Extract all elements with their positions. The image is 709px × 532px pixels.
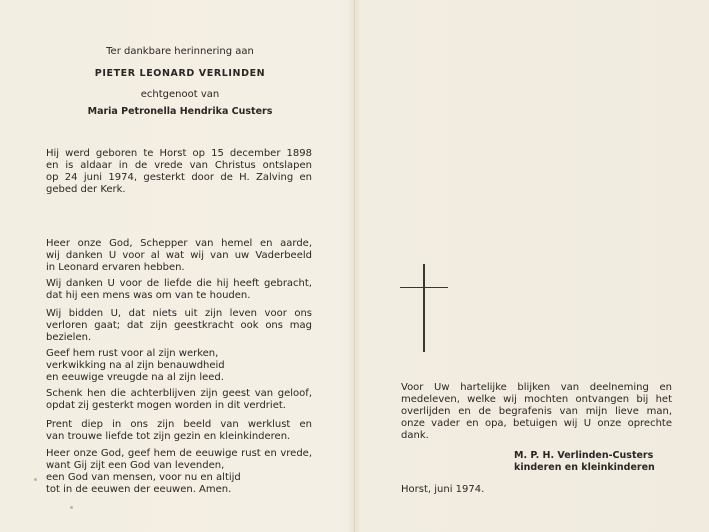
prayer-line: Heer onze God, Schepper van hemel en aarde, (46, 238, 312, 249)
prayer-line: in Leonard ervaren hebben. (46, 262, 185, 273)
prayer-line: verkwikking na al zijn benauwdheid (46, 360, 225, 371)
signature-name: M. P. H. Verlinden-Custers (514, 450, 654, 461)
prayer-line: verloren gaat; dat zijn geestkracht ook ons mag (46, 320, 312, 331)
spouse-name: Maria Petronella Hendrika Custers (87, 106, 273, 117)
thanks-line: Voor Uw hartelijke blijken van deelneming en (401, 382, 672, 393)
prayer-line: Prent diep in ons zijn beeld van werklust en (46, 419, 312, 430)
paper-speck (70, 506, 73, 509)
deceased-name: PIETER LEONARD VERLINDEN (94, 68, 266, 79)
thanks-line: dank. (401, 430, 429, 441)
bio-line: en is aldaar in de vrede van Christus ontslapen (46, 160, 312, 171)
prayer-line: want Gij zijt een God van levenden, (46, 460, 225, 471)
prayer-line: bezielen. (46, 332, 92, 343)
cross-icon (423, 264, 425, 352)
bio-line: Hij werd geboren te Horst op 15 december 1898 (46, 148, 312, 159)
prayer-line: tot in de eeuwen der eeuwen. Amen. (46, 484, 232, 495)
thanks-line: onze vader en opa, betuigen wij U onze oprechte (401, 418, 672, 429)
prayer-line: van trouwe liefde tot zijn gezin en kleinkinderen. (46, 431, 291, 442)
prayer-line: Wij danken U voor de liefde die hij heeft gebracht, (46, 278, 312, 289)
prayer-line: Geef hem rust voor al zijn werken, (46, 348, 219, 359)
prayer-paragraph-6 (46, 419, 312, 443)
intro-text: Ter dankbare herinnering aan (106, 46, 254, 57)
bio-line: op 24 juni 1974, gesterkt door de H. Zalving en (46, 172, 312, 183)
prayer-line: een God van mensen, voor nu en altijd (46, 472, 241, 483)
signature-family: kinderen en kleinkinderen (514, 462, 655, 473)
thanks-paragraph (401, 382, 672, 442)
thanks-line: medeleven, welke wij mochten ontvangen bij het (401, 394, 672, 405)
card-fold (354, 0, 355, 532)
spouse-intro: echtgenoot van (140, 89, 220, 100)
thanks-line: overlijden en de begrafenis van mijn lieve man, (401, 406, 672, 417)
paper-speck (34, 478, 37, 481)
prayer-line: dat hij een mens was om van te houden. (46, 290, 251, 301)
prayer-line: Schenk hen die achterblijven zijn geest van geloof, (46, 388, 312, 399)
prayer-paragraph-4 (46, 348, 312, 384)
prayer-paragraph-7 (46, 448, 312, 496)
prayer-paragraph-2 (46, 278, 312, 302)
prayer-line: en eeuwige vreugde na al zijn leed. (46, 372, 224, 383)
prayer-paragraph-3 (46, 308, 312, 344)
prayer-line: Heer onze God, geef hem de eeuwige rust en vrede, (46, 448, 312, 459)
prayer-line: wij danken U voor al wat wij van uw Vaderbeeld (46, 250, 312, 261)
prayer-line: opdat zij gesterkt mogen worden in dit verdriet. (46, 400, 286, 411)
prayer-line: Wij bidden U, dat niets uit zijn leven voor ons (46, 308, 312, 319)
cross-bar (400, 287, 448, 288)
bio-paragraph (46, 148, 312, 196)
prayer-paragraph-1 (46, 238, 312, 274)
bio-line: gebed der Kerk. (46, 184, 126, 195)
prayer-paragraph-5 (46, 388, 312, 412)
place-date: Horst, juni 1974. (401, 484, 485, 495)
